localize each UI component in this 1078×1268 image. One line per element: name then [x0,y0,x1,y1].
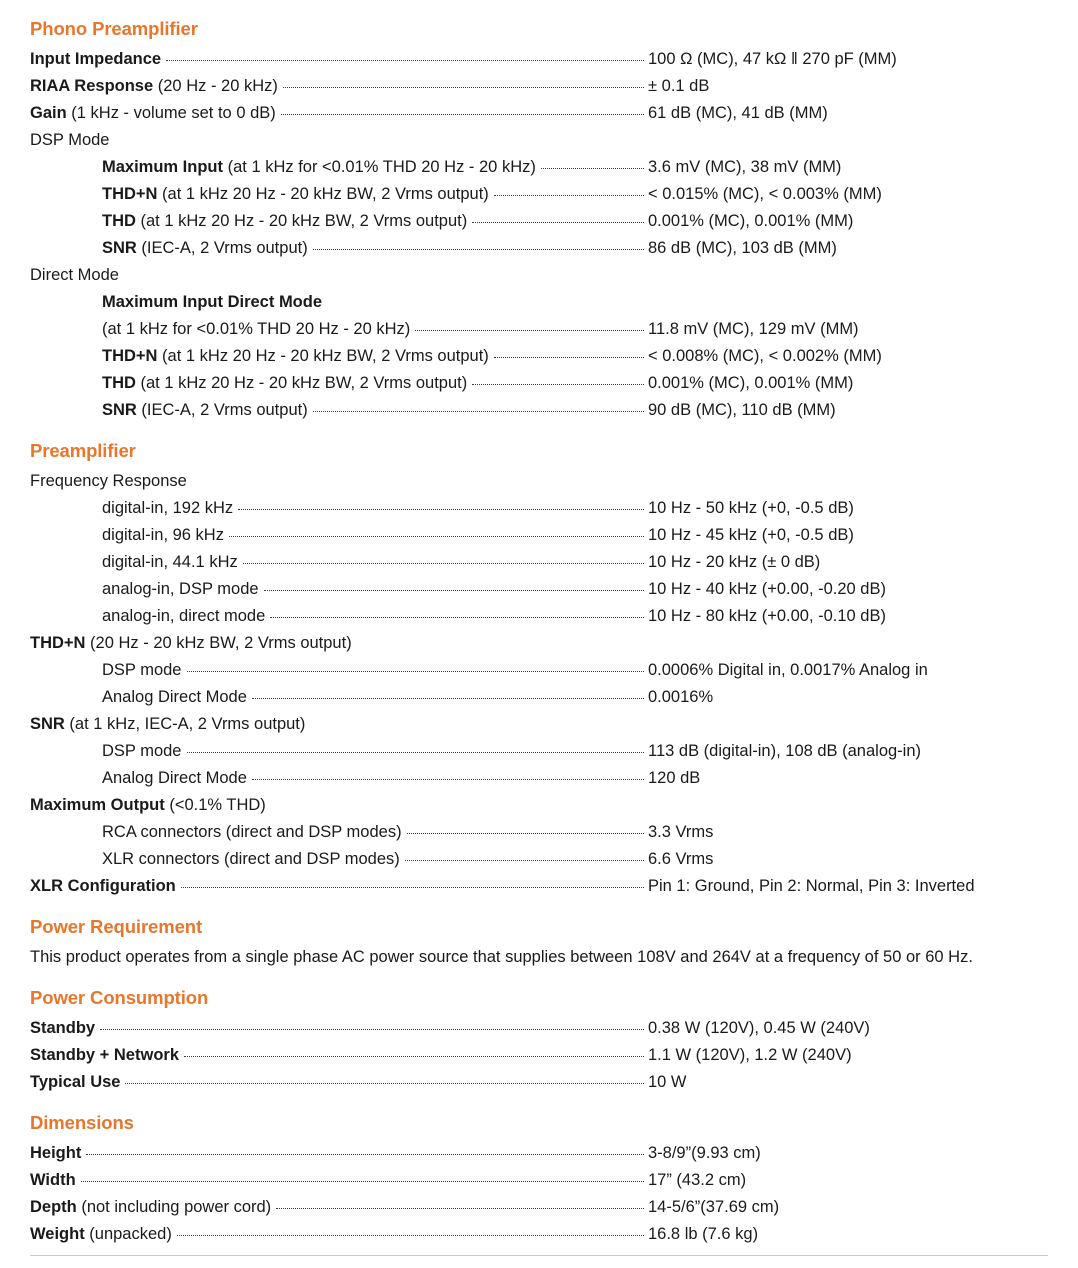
leader-dots [243,563,644,564]
leader-dots [81,1181,644,1182]
leader-dots [407,833,644,834]
spec-row [30,1069,1048,1096]
spec-row [30,100,1048,127]
section-heading: Preamplifier [30,440,136,461]
spec-label: THD [102,212,136,230]
section-preamplifier [30,440,1048,900]
spec-label: SNR [102,239,137,257]
spec-value: 10 Hz - 50 kHz (+0, -0.5 dB) [648,499,854,517]
spec-label-note: (at 1 kHz 20 Hz - 20 kHz BW, 2 Vrms output) [135,374,468,392]
spec-value: 16.8 lb (7.6 kg) [648,1225,759,1243]
section-power-requirement [30,916,1048,971]
spec-row [30,316,1048,343]
spec-label-note: (20 Hz - 20 kHz BW, 2 Vrms output) [85,634,352,652]
spec-subheading-row [30,468,1048,495]
spec-label-note: digital-in, 96 kHz [102,526,224,544]
leader-dots [184,1056,644,1057]
page-footer-rule [30,1255,1048,1256]
leader-dots [405,860,644,861]
spec-label-note: (at 1 kHz 20 Hz - 20 kHz BW, 2 Vrms output) [157,347,489,365]
section-heading: Power Requirement [30,916,203,937]
spec-row [30,1221,1048,1248]
spec-label-note: (IEC-A, 2 Vrms output) [136,239,308,257]
spec-value: 86 dB (MC), 103 dB (MM) [648,239,837,257]
spec-label-note: (at 1 kHz 20 Hz - 20 kHz BW, 2 Vrms output) [135,212,468,230]
spec-value: 100 Ω (MC), 47 kΩ ‖ 270 pF (MM) [648,50,897,68]
spec-subheading: DSP Mode [30,131,110,149]
spec-label-note: (at 1 kHz, IEC-A, 2 Vrms output) [64,715,306,733]
spec-subheading-row [30,630,1048,657]
spec-label: SNR [102,401,137,419]
spec-value: 3.6 mV (MC), 38 mV (MM) [648,158,842,176]
spec-row [30,765,1048,792]
spec-row [30,181,1048,208]
spec-row [30,208,1048,235]
spec-label-note: analog-in, DSP mode [102,580,259,598]
leader-dots [229,536,644,537]
leader-dots [494,357,644,358]
leader-dots [494,195,644,196]
spec-row [30,576,1048,603]
spec-row [30,1015,1048,1042]
section-heading: Phono Preamplifier [30,18,198,39]
spec-value: 10 W [648,1073,687,1091]
spec-label-note: (at 1 kHz for <0.01% THD 20 Hz - 20 kHz) [102,320,411,338]
spec-row [30,235,1048,262]
spec-label-note: digital-in, 192 kHz [102,499,234,517]
spec-row [30,1194,1048,1221]
spec-label-note: XLR connectors (direct and DSP modes) [102,850,400,868]
spec-value: 0.38 W (120V), 0.45 W (240V) [648,1019,870,1037]
spec-subheading: THD+N [30,634,86,652]
spec-value: 17” (43.2 cm) [648,1171,747,1189]
spec-label-note: (<0.1% THD) [164,796,266,814]
leader-dots [415,330,644,331]
spec-label-note: (1 kHz - volume set to 0 dB) [66,104,276,122]
spec-row [30,549,1048,576]
spec-label-note: (not including power cord) [76,1198,272,1216]
spec-subheading: Frequency Response [30,472,187,490]
spec-value: 10 Hz - 20 kHz (± 0 dB) [648,553,821,571]
spec-subheading: Direct Mode [30,266,119,284]
spec-value: 120 dB [648,769,701,787]
leader-dots [264,590,644,591]
spec-value: 0.0006% Digital in, 0.0017% Analog in [648,661,928,679]
section-dimensions [30,1112,1048,1248]
spec-value: 61 dB (MC), 41 dB (MM) [648,104,828,122]
spec-label-note: (at 1 kHz 20 Hz - 20 kHz BW, 2 Vrms output) [157,185,489,203]
leader-dots [252,698,644,699]
spec-value: 0.001% (MC), 0.001% (MM) [648,212,854,230]
spec-subheading-row [30,262,1048,289]
leader-dots [541,168,644,169]
spec-subheading: Maximum Input Direct Mode [102,293,323,311]
spec-value: ± 0.1 dB [648,77,710,95]
spec-label: THD [102,374,136,392]
spec-value: 10 Hz - 80 kHz (+0.00, -0.10 dB) [648,607,886,625]
spec-value: 10 Hz - 40 kHz (+0.00, -0.20 dB) [648,580,886,598]
spec-label: Input Impedance [30,50,162,68]
spec-row [30,657,1048,684]
spec-value: 0.0016% [648,688,714,706]
spec-row [30,73,1048,100]
leader-dots [313,249,644,250]
leader-dots [313,411,644,412]
spec-label: THD+N [102,347,158,365]
spec-label: RIAA Response [30,77,154,95]
section-heading: Power Consumption [30,987,209,1008]
spec-subheading-row [30,792,1048,819]
spec-label: Depth [30,1198,77,1216]
spec-label: Weight [30,1225,85,1243]
spec-row [30,495,1048,522]
spec-label-note: RCA connectors (direct and DSP modes) [102,823,402,841]
spec-row [30,684,1048,711]
leader-dots [281,114,644,115]
spec-label: Height [30,1144,82,1162]
spec-label: Width [30,1171,76,1189]
spec-label-note: Analog Direct Mode [102,769,247,787]
spec-subheading-row [30,127,1048,154]
spec-value: 3.3 Vrms [648,823,714,841]
spec-label: XLR Configuration [30,877,176,895]
spec-value: 3-8/9”(9.93 cm) [648,1144,761,1162]
spec-label-note: (unpacked) [84,1225,172,1243]
spec-value: < 0.015% (MC), < 0.003% (MM) [648,185,882,203]
spec-value: 11.8 mV (MC), 129 mV (MM) [648,320,859,338]
spec-row [30,873,1048,900]
spec-value: 6.6 Vrms [648,850,714,868]
spec-label: Typical Use [30,1073,121,1091]
spec-label-note: digital-in, 44.1 kHz [102,553,238,571]
leader-dots [283,87,644,88]
spec-subheading: Maximum Output [30,796,165,814]
spec-value: 113 dB (digital-in), 108 dB (analog-in) [648,742,922,760]
section-phono-preamplifier [30,18,1048,424]
spec-label-note: (20 Hz - 20 kHz) [153,77,278,95]
leader-dots [252,779,644,780]
spec-row [30,846,1048,873]
leader-dots [177,1235,644,1236]
spec-label-note: (IEC-A, 2 Vrms output) [136,401,308,419]
spec-label: THD+N [102,185,158,203]
spec-row [30,370,1048,397]
spec-row [30,1042,1048,1069]
spec-row [30,603,1048,630]
leader-dots [187,752,645,753]
spec-row [30,819,1048,846]
spec-value: 90 dB (MC), 110 dB (MM) [648,401,836,419]
leader-dots [472,384,644,385]
leader-dots [276,1208,644,1209]
section-heading: Dimensions [30,1112,134,1133]
spec-value: 14-5/6”(37.69 cm) [648,1198,780,1216]
leader-dots [125,1083,644,1084]
section-power-consumption [30,987,1048,1096]
spec-value: 0.001% (MC), 0.001% (MM) [648,374,854,392]
spec-value: 10 Hz - 45 kHz (+0, -0.5 dB) [648,526,854,544]
spec-value: Pin 1: Ground, Pin 2: Normal, Pin 3: Inverted [648,877,975,895]
spec-row [30,154,1048,181]
spec-row [30,1140,1048,1167]
leader-dots [166,60,644,61]
leader-dots [100,1029,644,1030]
spec-label: Standby + Network [30,1046,179,1064]
spec-subheading: SNR [30,715,65,733]
spec-label: Maximum Input [102,158,224,176]
power-requirement-text: This product operates from a single phase AC power source that supplies between 108V and 264V at a frequency of 50 or 60 Hz. [30,948,973,966]
leader-dots [187,671,645,672]
spec-label-note: Analog Direct Mode [102,688,247,706]
spec-row [30,343,1048,370]
leader-dots [270,617,644,618]
spec-row [30,1167,1048,1194]
spec-row [30,46,1048,73]
spec-label: Gain [30,104,67,122]
leader-dots [181,887,644,888]
spec-row [30,738,1048,765]
spec-subheading-row [30,711,1048,738]
spec-value: < 0.008% (MC), < 0.002% (MM) [648,347,882,365]
leader-dots [472,222,644,223]
spec-value: 1.1 W (120V), 1.2 W (240V) [648,1046,852,1064]
spec-label-note: analog-in, direct mode [102,607,266,625]
spec-row [30,397,1048,424]
spec-label: Standby [30,1019,96,1037]
spec-label-note: (at 1 kHz for <0.01% THD 20 Hz - 20 kHz) [223,158,536,176]
spec-row [30,522,1048,549]
spec-label-note: DSP mode [102,742,182,760]
leader-dots [238,509,644,510]
leader-dots [86,1154,644,1155]
spec-subheading-row [30,289,1048,316]
spec-label-note: DSP mode [102,661,182,679]
